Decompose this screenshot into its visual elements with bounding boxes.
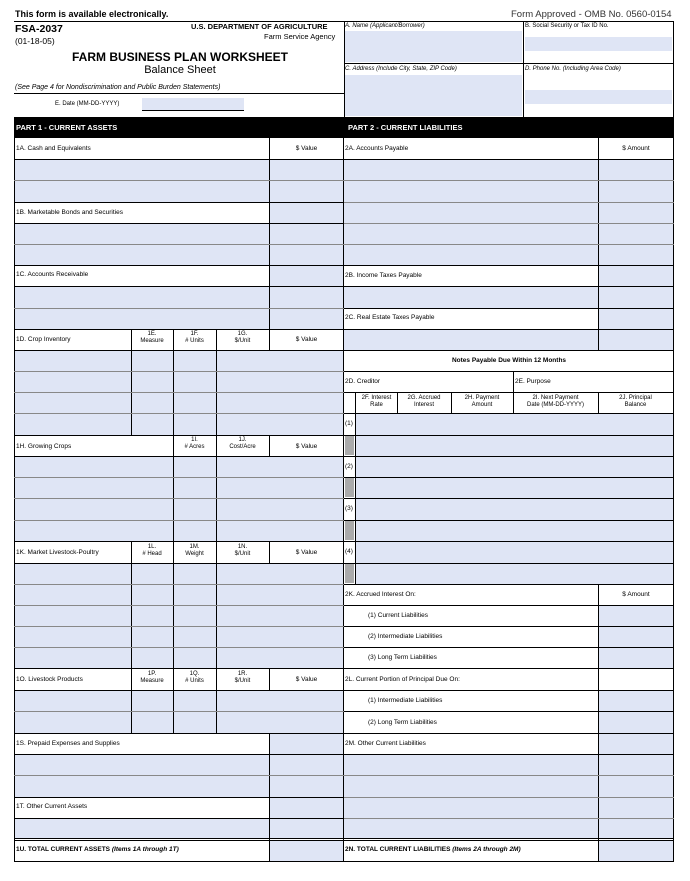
note-2-label: (2) — [345, 463, 353, 470]
form-revision-date: (01-18-05) — [15, 36, 55, 46]
note-1-label: (1) — [345, 420, 353, 427]
name-input[interactable] — [345, 31, 522, 62]
col-1q: 1Q. # Units — [185, 671, 204, 684]
crop-inventory-label: 1D. Crop Inventory — [16, 336, 71, 343]
creditor-label: 2D. Creditor — [345, 378, 381, 385]
note1-detail-inputs[interactable] — [356, 435, 673, 456]
accrued-intermediate-label: (2) Intermediate Liabilities — [368, 633, 443, 640]
accounts-payable-label: 2A. Accounts Payable — [345, 145, 409, 152]
other-liabilities-fields[interactable] — [344, 754, 598, 838]
total-liabilities-input[interactable] — [599, 840, 673, 861]
name-label: A. Name (Applicant/Borrower) — [345, 23, 425, 29]
bonds-label: 1B. Marketable Bonds and Securities — [16, 209, 123, 216]
department: U.S. DEPARTMENT OF AGRICULTURE — [191, 22, 328, 31]
note4-detail-inputs[interactable] — [356, 563, 673, 584]
cash-label: 1A. Cash and Equivalents — [16, 145, 91, 152]
accrued-longterm-label: (3) Long Term Liabilities — [368, 654, 437, 661]
address-label: C. Address (Include City, State, ZIP Code) — [345, 66, 457, 72]
accrued-current-label: (1) Current Liabilities — [368, 612, 428, 619]
products-value-header: $ Value — [295, 676, 318, 683]
accrued-interest-label: 2K. Accrued Interest On: — [345, 591, 416, 598]
part2-header: PART 2 - CURRENT LIABILITIES — [348, 123, 463, 132]
part1-header: PART 1 - CURRENT ASSETS — [16, 123, 118, 132]
col-2g: 2G. Accrued Interest — [407, 395, 441, 408]
bonds-value-fields[interactable] — [270, 202, 343, 265]
growing-crops-label: 1H. Growing Crops — [16, 443, 72, 450]
other-liabilities-label: 2M. Other Current Liabilities — [345, 740, 426, 747]
cash-value-header: $ Value — [295, 145, 318, 152]
other-liabilities-amounts[interactable] — [599, 733, 673, 838]
purpose-label: 2E. Purpose — [515, 378, 551, 385]
form-title: FARM BUSINESS PLAN WORKSHEET — [71, 50, 288, 64]
agency: Farm Service Agency — [264, 32, 336, 41]
income-tax-label: 2B. Income Taxes Payable — [345, 272, 422, 279]
date-input[interactable] — [142, 98, 244, 110]
accrued-amounts[interactable] — [599, 605, 673, 668]
phone-label: D. Phone No. (Including Area Code) — [525, 66, 621, 72]
see-page-note: (See Page 4 for Nondiscrimination and Public Burden Statements) — [15, 84, 221, 91]
principal-longterm-label: (2) Long Term Liabilities — [368, 719, 437, 726]
accrued-amount-header: $ Amount — [622, 591, 650, 598]
col-1r: 1R. $/Unit — [234, 671, 251, 684]
form-subtitle: Balance Sheet — [144, 64, 216, 76]
note-4-label: (4) — [345, 548, 353, 555]
total-assets-label-text: 1U. TOTAL CURRENT ASSETS — [16, 846, 111, 853]
note1-marker — [345, 436, 354, 455]
col-1j: 1J. Cost/Acre — [229, 437, 256, 450]
note4-marker — [345, 564, 354, 583]
livestock-label: 1K. Market Livestock-Poultry — [16, 549, 99, 556]
col-1n: 1N. $/Unit — [234, 544, 251, 557]
total-liabilities-label-text: 2N. TOTAL CURRENT LIABILITIES — [345, 846, 451, 853]
col-1i: 1I. # Acres — [184, 437, 205, 450]
note2-creditor-input[interactable] — [356, 456, 673, 477]
livestock-products-label: 1O. Livestock Products — [16, 676, 83, 683]
col-1l: 1L. # Head — [142, 544, 162, 557]
total-assets-label — [16, 847, 179, 854]
income-tax-fields[interactable] — [344, 286, 598, 308]
col-1m: 1M. Weight — [185, 544, 204, 557]
receivable-label: 1C. Accounts Receivable — [16, 271, 89, 278]
total-assets-input[interactable] — [270, 840, 343, 861]
prepaid-value-fields[interactable] — [270, 733, 343, 797]
note2-marker — [345, 478, 354, 497]
electronic-notice: This form is available electronically. — [15, 9, 169, 19]
note3-creditor-input[interactable] — [356, 498, 673, 520]
col-2j: 2J. Principal Balance — [619, 395, 652, 408]
col-2i: 2I. Next Payment Date (MM-DD-YYYY) — [526, 395, 584, 408]
livestock-value-header: $ Value — [295, 549, 318, 556]
note-3-label: (3) — [345, 505, 353, 512]
ssn-label: B. Social Security or Tax ID No. — [525, 23, 609, 29]
principal-due-label: 2L. Current Portion of Principal Due On: — [345, 676, 460, 683]
crop-value-header: $ Value — [295, 336, 318, 343]
note3-detail-inputs[interactable] — [356, 520, 673, 541]
accounts-payable-fields[interactable] — [344, 159, 598, 265]
growing-value-header: $ Value — [295, 443, 318, 450]
principal-intermediate-label: (1) Intermediate Liabilities — [368, 697, 443, 704]
date-label: E. Date (MM-DD-YYYY) — [55, 101, 120, 107]
note4-creditor-input[interactable] — [356, 541, 673, 563]
col-1g: 1G. $/Unit — [234, 331, 251, 344]
total-liabilities-note: (Items 2A through 2M) — [452, 846, 521, 853]
omb-number: Form Approved - OMB No. 0560-0154 — [511, 9, 672, 20]
total-liabilities-label — [345, 847, 521, 854]
prepaid-label: 1S. Prepaid Expenses and Supplies — [16, 740, 120, 747]
payable-amount-header: $ Amount — [622, 145, 650, 152]
col-1f: 1F. # Units — [185, 331, 204, 344]
total-assets-note: (Items 1A through 1T) — [111, 846, 179, 853]
col-2h: 2H. Payment Amount — [464, 395, 500, 408]
note3-marker — [345, 521, 354, 540]
notes-payable-header: Notes Payable Due Within 12 Months — [451, 357, 567, 364]
col-1p: 1P. Measure — [140, 671, 164, 684]
ssn-input[interactable] — [525, 37, 672, 51]
form-number: FSA-2037 — [15, 23, 63, 35]
accounts-payable-amount-fields[interactable] — [599, 159, 673, 265]
phone-input[interactable] — [525, 90, 672, 104]
address-input[interactable] — [345, 75, 522, 116]
other-assets-fields[interactable] — [15, 818, 269, 838]
real-estate-label: 2C. Real Estate Taxes Payable — [345, 314, 435, 321]
note1-creditor-input[interactable] — [356, 413, 673, 435]
col-2f: 2F. Interest Rate — [361, 395, 392, 408]
livestock-fields[interactable] — [15, 563, 343, 668]
receivable-value-fields[interactable] — [270, 265, 343, 329]
note2-detail-inputs[interactable] — [356, 477, 673, 498]
other-assets-label: 1T. Other Current Assets — [16, 803, 88, 810]
col-1e: 1E. Measure — [140, 331, 164, 344]
real-estate-fields[interactable] — [344, 329, 598, 350]
